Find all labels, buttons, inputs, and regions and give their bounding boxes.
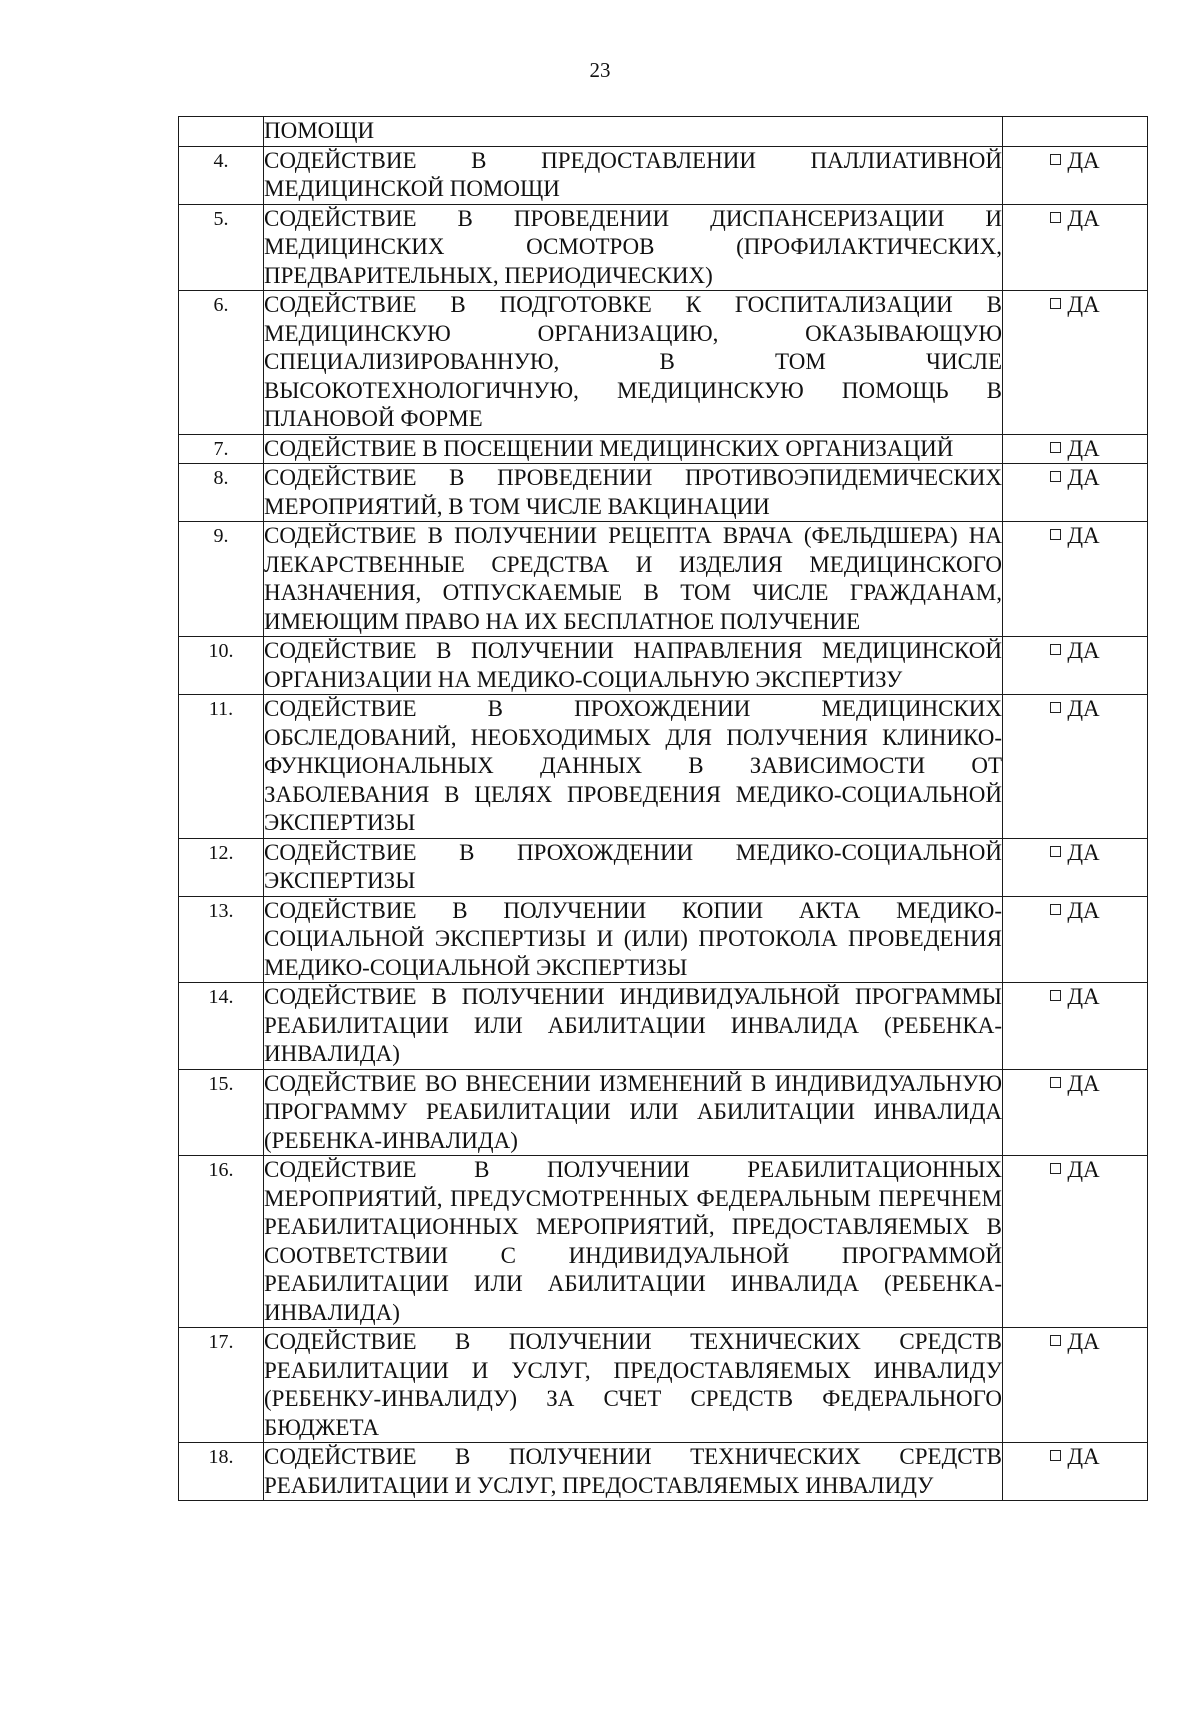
- answer-label: ДА: [1067, 465, 1100, 490]
- answer-label: ДА: [1067, 638, 1100, 663]
- answer-label: ДА: [1067, 147, 1100, 173]
- row-answer-cell: [1003, 1443, 1148, 1501]
- checkbox-icon[interactable]: [1050, 212, 1061, 223]
- row-number: 7.: [179, 434, 264, 464]
- checkbox-icon[interactable]: [1050, 1335, 1061, 1346]
- row-answer-cell: [1003, 1156, 1148, 1328]
- row-service-text: СОДЕЙСТВИЕ В ПРОВЕДЕНИИ ДИСПАНСЕРИЗАЦИИ И МЕДИЦИНСКИХ ОСМОТРОВ (ПРОФИЛАКТИЧЕСКИХ, ПРЕДВАРИТЕЛЬНЫХ, ПЕРИОДИЧЕСКИХ): [264, 204, 1003, 291]
- row-answer-cell: [1003, 204, 1148, 291]
- table-row: [179, 434, 1148, 464]
- table-row: [179, 637, 1148, 695]
- row-service-text: СОДЕЙСТВИЕ В ПОДГОТОВКЕ К ГОСПИТАЛИЗАЦИИ В МЕДИЦИНСКУЮ ОРГАНИЗАЦИЮ, ОКАЗЫВАЮЩУЮ СПЕЦИАЛИЗИРОВАННУЮ, В ТОМ ЧИСЛЕ ВЫСОКОТЕХНОЛОГИЧНУЮ, МЕДИЦИНСКУЮ ПОМОЩЬ В ПЛАНОВОЙ ФОРМЕ: [264, 291, 1003, 435]
- table-row: [179, 522, 1148, 637]
- answer-label: ДА: [1067, 897, 1100, 923]
- row-answer-cell: [1003, 1069, 1148, 1156]
- answer-label: ДА: [1067, 984, 1100, 1009]
- row-service-text: СОДЕЙСТВИЕ В ПОЛУЧЕНИИ КОПИИ АКТА МЕДИКО-СОЦИАЛЬНОЙ ЭКСПЕРТИЗЫ И (ИЛИ) ПРОТОКОЛА ПРОВЕДЕНИЯ МЕДИКО-СОЦИАЛЬНОЙ ЭКСПЕРТИЗЫ: [264, 896, 1003, 983]
- row-number: 10.: [179, 637, 264, 695]
- table-row: [179, 1069, 1148, 1156]
- row-number: 12.: [179, 838, 264, 896]
- checkbox-icon[interactable]: [1050, 529, 1061, 540]
- answer-label: ДА: [1067, 1070, 1100, 1096]
- checkbox-icon[interactable]: [1050, 1163, 1061, 1174]
- answer-label: ДА: [1067, 292, 1100, 317]
- page-number: 23: [589, 58, 611, 82]
- row-number: 18.: [179, 1443, 264, 1501]
- row-answer-cell: [1003, 695, 1148, 839]
- table-row: [179, 695, 1148, 839]
- row-service-text: СОДЕЙСТВИЕ В ПОЛУЧЕНИИ НАПРАВЛЕНИЯ МЕДИЦИНСКОЙ ОРГАНИЗАЦИИ НА МЕДИКО-СОЦИАЛЬНУЮ ЭКСПЕРТИЗУ: [264, 637, 1003, 695]
- checkbox-icon[interactable]: [1050, 471, 1061, 482]
- row-answer-cell: [1003, 1328, 1148, 1443]
- table-row: [179, 146, 1148, 204]
- checkbox-icon[interactable]: [1050, 846, 1061, 857]
- checkbox-icon[interactable]: [1050, 904, 1061, 915]
- row-service-text: СОДЕЙСТВИЕ В ПРОХОЖДЕНИИ МЕДИКО-СОЦИАЛЬНОЙ ЭКСПЕРТИЗЫ: [264, 838, 1003, 896]
- checkbox-icon[interactable]: [1050, 442, 1061, 453]
- row-answer-cell: [1003, 983, 1148, 1070]
- table-row: [179, 1156, 1148, 1328]
- row-number: 11.: [179, 695, 264, 839]
- row-answer-cell: [1003, 291, 1148, 435]
- row-number-cell: [179, 117, 264, 147]
- row-service-text: СОДЕЙСТВИЕ В ПОЛУЧЕНИИ РЕЦЕПТА ВРАЧА (ФЕЛЬДШЕРА) НА ЛЕКАРСТВЕННЫЕ СРЕДСТВА И ИЗДЕЛИЯ МЕДИЦИНСКОГО НАЗНАЧЕНИЯ, ОТПУСКАЕМЫЕ В ТОМ ЧИСЛЕ ГРАЖДАНАМ, ИМЕЮЩИМ ПРАВО НА ИХ БЕСПЛАТНОЕ ПОЛУЧЕНИЕ: [264, 522, 1003, 637]
- answer-label: ДА: [1067, 1329, 1100, 1354]
- row-service-text: СОДЕЙСТВИЕ В ПРОВЕДЕНИИ ПРОТИВОЭПИДЕМИЧЕСКИХ МЕРОПРИЯТИЙ, В ТОМ ЧИСЛЕ ВАКЦИНАЦИИ: [264, 464, 1003, 522]
- table-row-continuation: [179, 117, 1148, 147]
- row-service-text: СОДЕЙСТВИЕ ВО ВНЕСЕНИИ ИЗМЕНЕНИЙ В ИНДИВИДУАЛЬНУЮ ПРОГРАММУ РЕАБИЛИТАЦИИ ИЛИ АБИЛИТАЦИИ ИНВАЛИДА (РЕБЕНКА-ИНВАЛИДА): [264, 1069, 1003, 1156]
- table-row: [179, 204, 1148, 291]
- row-number: 14.: [179, 983, 264, 1070]
- answer-label: ДА: [1067, 523, 1100, 548]
- row-answer-cell: [1003, 838, 1148, 896]
- checkbox-icon[interactable]: [1050, 702, 1061, 713]
- table-row: [179, 1328, 1148, 1443]
- row-number: 16.: [179, 1156, 264, 1328]
- table-row: [179, 983, 1148, 1070]
- table-row: [179, 896, 1148, 983]
- services-table-body: [179, 117, 1148, 1501]
- row-number: 15.: [179, 1069, 264, 1156]
- checkbox-icon[interactable]: [1050, 1077, 1061, 1088]
- answer-label: ДА: [1067, 839, 1100, 865]
- row-service-text: СОДЕЙСТВИЕ В ПОЛУЧЕНИИ ТЕХНИЧЕСКИХ СРЕДСТВ РЕАБИЛИТАЦИИ И УСЛУГ, ПРЕДОСТАВЛЯЕМЫХ ИНВАЛИДУ (РЕБЕНКУ-ИНВАЛИДУ) ЗА СЧЕТ СРЕДСТВ ФЕДЕРАЛЬНОГО БЮДЖЕТА: [264, 1328, 1003, 1443]
- row-service-text: СОДЕЙСТВИЕ В ПОЛУЧЕНИИ РЕАБИЛИТАЦИОННЫХ МЕРОПРИЯТИЙ, ПРЕДУСМОТРЕННЫХ ФЕДЕРАЛЬНЫМ ПЕРЕЧНЕМ РЕАБИЛИТАЦИОННЫХ МЕРОПРИЯТИЙ, ПРЕДОСТАВЛЯЕМЫХ В СООТВЕТСТВИИ С ИНДИВИДУАЛЬНОЙ ПРОГРАММОЙ РЕАБИЛИТАЦИИ ИЛИ АБИЛИТАЦИИ ИНВАЛИДА (РЕБЕНКА-ИНВАЛИДА): [264, 1156, 1003, 1328]
- row-number: 4.: [179, 146, 264, 204]
- row-text-cell: ПОМОЩИ: [264, 117, 1003, 147]
- row-number: 8.: [179, 464, 264, 522]
- answer-label: ДА: [1067, 435, 1100, 461]
- row-service-text: СОДЕЙСТВИЕ В ПОЛУЧЕНИИ ИНДИВИДУАЛЬНОЙ ПРОГРАММЫ РЕАБИЛИТАЦИИ ИЛИ АБИЛИТАЦИИ ИНВАЛИДА (РЕБЕНКА-ИНВАЛИДА): [264, 983, 1003, 1070]
- row-answer-cell: [1003, 522, 1148, 637]
- checkbox-icon[interactable]: [1050, 644, 1061, 655]
- answer-label: ДА: [1067, 1157, 1100, 1182]
- answer-label: ДА: [1067, 205, 1100, 231]
- row-number: 9.: [179, 522, 264, 637]
- row-answer-cell: [1003, 896, 1148, 983]
- table-row: [179, 838, 1148, 896]
- answer-label: ДА: [1067, 1444, 1100, 1469]
- row-number: 6.: [179, 291, 264, 435]
- row-answer-cell: [1003, 434, 1148, 464]
- table-row: [179, 1443, 1148, 1501]
- table-row: [179, 291, 1148, 435]
- checkbox-icon[interactable]: [1050, 154, 1061, 165]
- checkbox-icon[interactable]: [1050, 990, 1061, 1001]
- checkbox-icon[interactable]: [1050, 298, 1061, 309]
- row-answer-cell: [1003, 117, 1148, 147]
- row-answer-cell: [1003, 637, 1148, 695]
- row-service-text: СОДЕЙСТВИЕ В ПРОХОЖДЕНИИ МЕДИЦИНСКИХ ОБСЛЕДОВАНИЙ, НЕОБХОДИМЫХ ДЛЯ ПОЛУЧЕНИЯ КЛИНИКО-ФУНКЦИОНАЛЬНЫХ ДАННЫХ В ЗАВИСИМОСТИ ОТ ЗАБОЛЕВАНИЯ В ЦЕЛЯХ ПРОВЕДЕНИЯ МЕДИКО-СОЦИАЛЬНОЙ ЭКСПЕРТИЗЫ: [264, 695, 1003, 839]
- services-table: [178, 116, 1148, 1501]
- row-number: 5.: [179, 204, 264, 291]
- row-service-text: СОДЕЙСТВИЕ В ПОСЕЩЕНИИ МЕДИЦИНСКИХ ОРГАНИЗАЦИЙ: [264, 434, 1003, 464]
- answer-label: ДА: [1067, 696, 1100, 721]
- table-row: [179, 464, 1148, 522]
- checkbox-icon[interactable]: [1050, 1450, 1061, 1461]
- row-number: 17.: [179, 1328, 264, 1443]
- row-answer-cell: [1003, 464, 1148, 522]
- row-answer-cell: [1003, 146, 1148, 204]
- row-number: 13.: [179, 896, 264, 983]
- row-service-text: СОДЕЙСТВИЕ В ПРЕДОСТАВЛЕНИИ ПАЛЛИАТИВНОЙ МЕДИЦИНСКОЙ ПОМОЩИ: [264, 146, 1003, 204]
- row-service-text: СОДЕЙСТВИЕ В ПОЛУЧЕНИИ ТЕХНИЧЕСКИХ СРЕДСТВ РЕАБИЛИТАЦИИ И УСЛУГ, ПРЕДОСТАВЛЯЕМЫХ ИНВАЛИДУ: [264, 1443, 1003, 1501]
